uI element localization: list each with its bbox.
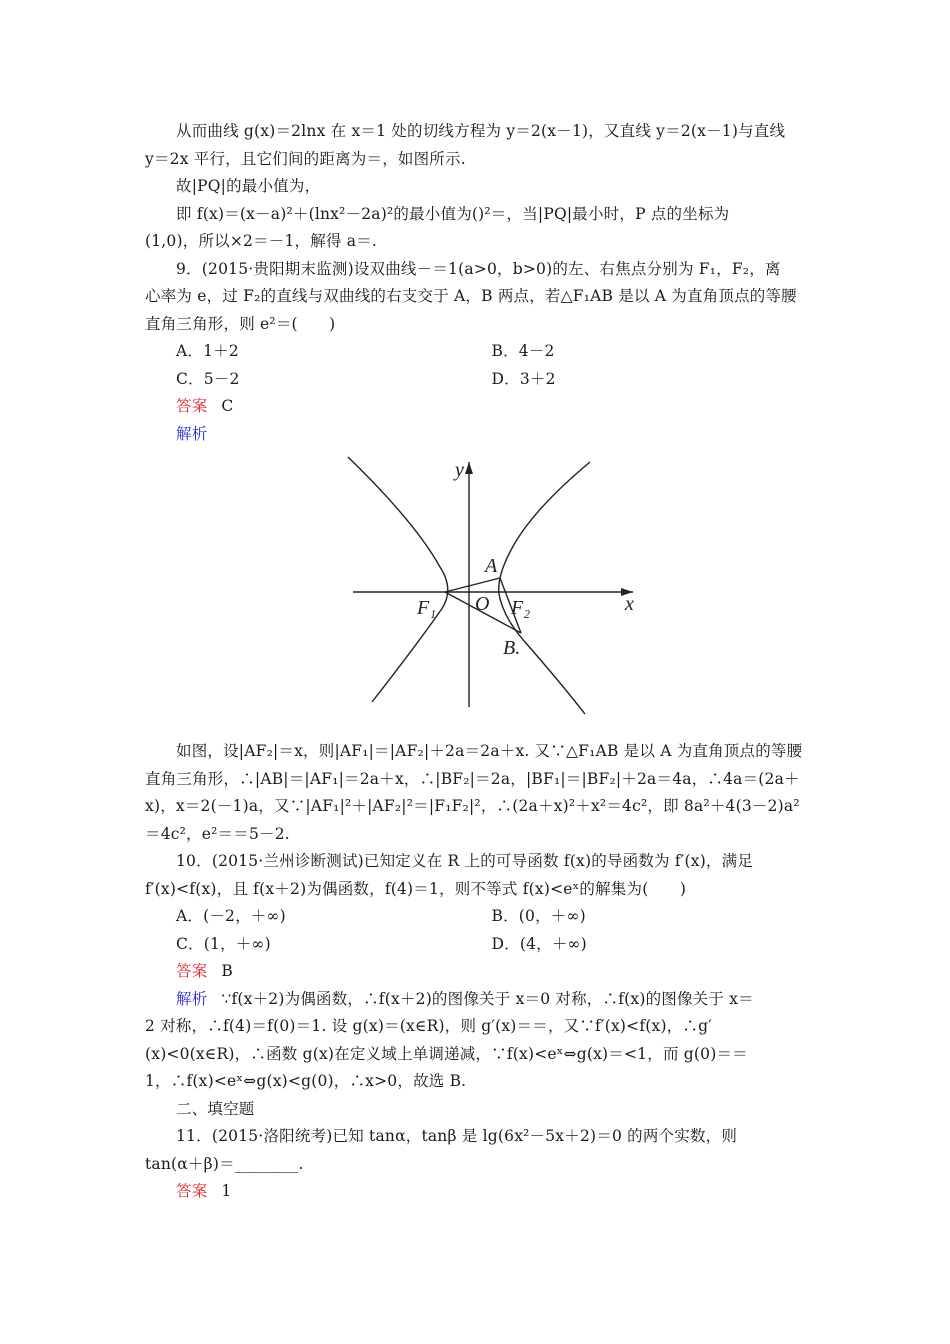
hyperbola-diagram <box>345 452 645 722</box>
question-stem: 9．(2015·贵阳期末监测)设双曲线－＝1(a>0，b>0)的左、右焦点分别为 F₁，F₂，离 <box>176 259 781 278</box>
option-a: A．(－2，＋∞) <box>176 907 286 925</box>
hyperbola-figure <box>145 448 807 738</box>
answer-row <box>145 1178 807 1206</box>
focus-f1-label: F₁ <box>417 597 437 619</box>
solution-line: 如图，设|AF₂|＝x，则|AF₁|＝|AF₂|＋2a＝2a＋x. 又∵△F₁AB 是以 A 为直角顶点的等腰 <box>176 742 803 760</box>
question-10 <box>145 848 807 1096</box>
question-stem: 直角三角形，则 e²＝( ) <box>145 314 336 333</box>
answer-label: 答案 <box>176 397 208 415</box>
options-row <box>145 366 807 394</box>
solution-line: (x)<0(x∈R)，∴函数 g(x)在定义域上单调递减，∵f(x)<eˣ⇔g(x)＝<1，而 g(0)＝＝ <box>145 1044 748 1063</box>
analysis-row <box>145 986 807 1014</box>
hyperbola-left-branch <box>348 457 448 702</box>
origin-label: O <box>475 593 490 615</box>
section-heading: 二、填空题 <box>176 1099 255 1118</box>
text-line: 故|PQ|的最小值为， <box>176 177 321 195</box>
answer-value: 1 <box>221 1182 232 1200</box>
option-d: D．3＋2 <box>491 369 556 388</box>
question-stem: 11．(2015·洛阳统考)已知 tanα，tanβ 是 lg(6x²－5x＋2)＝0 的两个实数，则 <box>176 1127 738 1145</box>
question-stem: tan(α＋β)＝________. <box>145 1154 304 1173</box>
y-axis-label: y <box>455 459 464 481</box>
y-axis-arrow-icon <box>465 462 473 474</box>
option-b: B．(0，＋∞) <box>491 907 586 925</box>
options-row <box>145 338 807 366</box>
point-a-label: A <box>485 555 498 577</box>
answer-label: 答案 <box>176 1182 208 1200</box>
option-d: D．(4，＋∞) <box>491 934 587 953</box>
options-row <box>145 931 807 959</box>
text-line: 即 f(x)＝(x－a)²＋(lnx²－2a)²的最小值为()²＝，当|PQ|最小时，P 点的坐标为 <box>176 204 730 223</box>
question-stem: 10．(2015·兰州诊断测试)已知定义在 R 上的可导函数 f(x)的导函数为 f′(x)，满足 <box>176 852 754 870</box>
text-line: (1,0)，所以×2＝－1，解得 a＝. <box>145 232 378 250</box>
analysis-label: 解析 <box>176 424 208 443</box>
analysis-label: 解析 <box>176 989 208 1008</box>
solution-line: ∵f(x＋2)为偶函数，∴f(x＋2)的图像关于 x＝0 对称，∴f(x)的图像关于 x＝ <box>221 989 754 1008</box>
segment-f1-a <box>445 578 500 592</box>
option-c: C．(1，＋∞) <box>176 934 271 953</box>
point-b-label: B. <box>503 637 521 659</box>
question-9 <box>145 256 807 849</box>
document-page <box>145 118 807 1206</box>
text-line: y＝2x 平行，且它们间的距离为＝，如图所示. <box>145 149 466 168</box>
question-stem: 心率为 e，过 F₂的直线与双曲线的右支交于 A，B 两点，若△F₁AB 是以 A 为直角顶点的等腰 <box>145 287 797 305</box>
focus-f2-label: F₂ <box>511 597 531 619</box>
solution-line: 1，∴f(x)<eˣ⇔g(x)<g(0)，∴x>0，故选 B. <box>145 1072 467 1090</box>
hyperbola-right-branch <box>499 462 590 714</box>
question-stem: f′(x)<f(x)，且 f(x＋2)为偶函数，f(4)＝1，则不等式 f(x)<eˣ的解集为( ) <box>145 879 687 898</box>
options-row <box>145 903 807 931</box>
option-a: A．1＋2 <box>176 342 239 360</box>
analysis-row <box>145 421 807 449</box>
answer-row <box>145 958 807 986</box>
option-c: C．5－2 <box>176 369 240 388</box>
answer-value: C <box>221 397 234 415</box>
text-line: 从而曲线 g(x)＝2lnx 在 x＝1 处的切线方程为 y＝2(x－1)，又直线 y＝2(x－1)与直线 <box>176 122 786 140</box>
solution-line: 直角三角形，∴|AB|＝|AF₁|＝2a＋x，∴|BF₂|＝2a，|BF₁|＝|BF₂|＋2a＝4a，∴4a＝(2a＋ <box>145 769 800 788</box>
question-11 <box>145 1123 807 1206</box>
answer-value: B <box>221 962 233 980</box>
solution-line: ＝4c²，e²＝＝5－2. <box>145 824 290 843</box>
solution-line: x)，x＝2(－1)a，又∵|AF₁|²＋|AF₂|²＝|F₁F₂|²，∴(2a＋x)²＋x²＝4c²，即 8a²＋4(3－2)a² <box>145 797 800 815</box>
answer-row <box>145 393 807 421</box>
x-axis-label: x <box>625 593 634 615</box>
answer-label: 答案 <box>176 962 208 980</box>
option-b: B．4－2 <box>491 342 555 360</box>
solution-line: 2 对称，∴f(4)＝f(0)＝1. 设 g(x)＝(x∈R)，则 g′(x)＝＝，又∵f′(x)<f(x)，∴g′ <box>145 1017 712 1035</box>
